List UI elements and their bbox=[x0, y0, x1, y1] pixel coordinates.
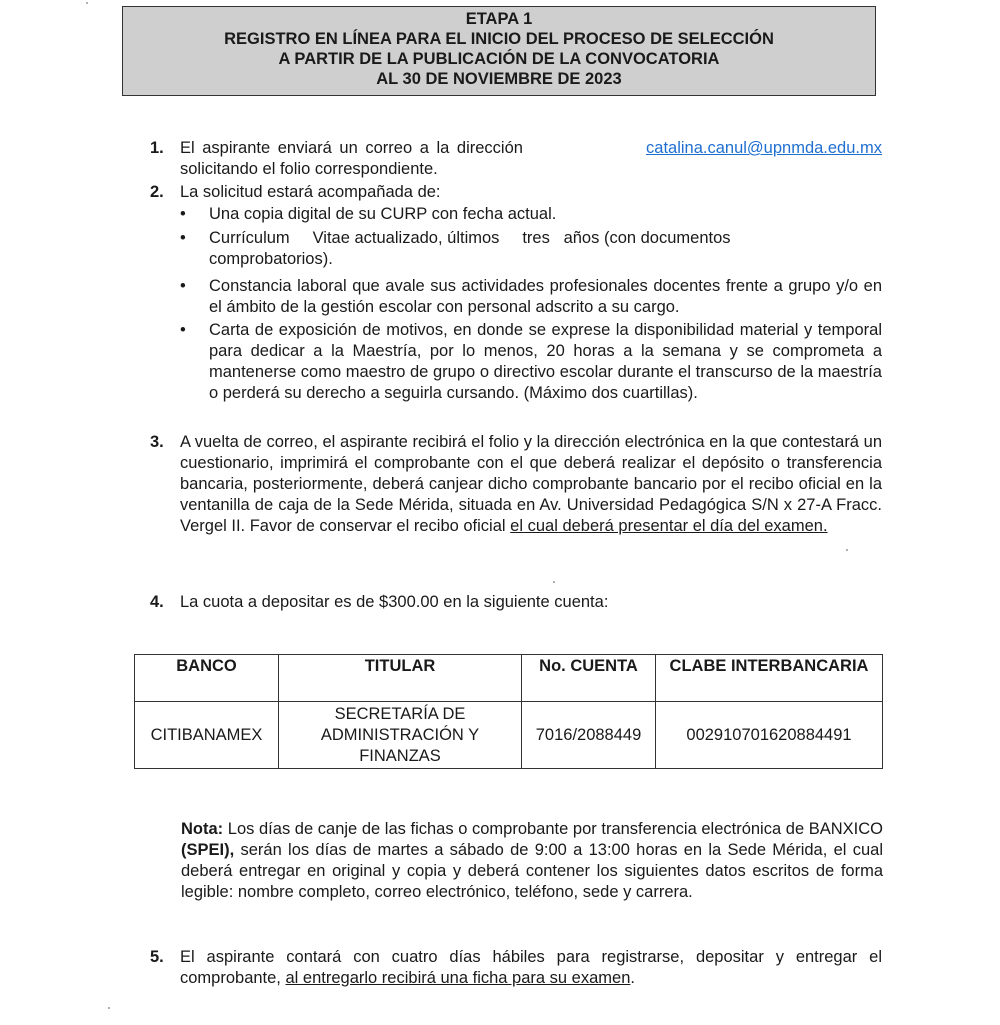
header-date: AL 30 DE NOVIEMBRE DE 2023 bbox=[376, 70, 622, 88]
item-1-text: El aspirante enviará un correo a la dirección bbox=[180, 139, 523, 157]
item-2-text: La solicitud estará acompañada de: bbox=[180, 183, 441, 201]
header-stage: ETAPA 1 bbox=[465, 10, 533, 28]
bullet-icon: • bbox=[180, 277, 186, 295]
bullet-icon: • bbox=[180, 321, 186, 339]
cell-cuenta: 7016/2088449 bbox=[522, 702, 656, 769]
scan-speck bbox=[108, 1007, 110, 1009]
item-5-text: El aspirante contará con cuatro días hábiles para registrarse, depositar y entregar el comprobante, bbox=[180, 948, 882, 987]
table-header-row bbox=[135, 655, 883, 702]
table-row bbox=[135, 702, 883, 769]
bullet-text: Una copia digital de su CURP con fecha actual. bbox=[209, 205, 557, 223]
item-number: 3. bbox=[150, 433, 164, 451]
bank-table bbox=[134, 654, 883, 769]
item-number: 5. bbox=[150, 948, 164, 966]
header-subtitle: A PARTIR DE LA PUBLICACIÓN DE LA CONVOCATORIA bbox=[278, 50, 720, 68]
col-cuenta: No. CUENTA bbox=[522, 655, 656, 702]
item-5-paragraph bbox=[180, 947, 882, 989]
item-3-text: A vuelta de correo, el aspirante recibirá el folio y la dirección electrónica en la que contestará un cuestionario, imprimirá el comprobante con el que deberá realizar el depósito o transferencia bancaria, posteriormente, deberá canjear dicho comprobante bancario por el recibo oficial en la ventanilla de caja de la Sede Mérida, situada en Av. Universidad Pedagógica S/N x 27-A Fracc. Vergel II. Favor de conservar el recibo oficial bbox=[180, 433, 882, 535]
note-text: Los días de canje de las fichas o comprobante por transferencia electrónica de BANXICO bbox=[227, 820, 883, 838]
bullet-icon: • bbox=[180, 205, 186, 223]
scan-speck bbox=[86, 2, 88, 4]
email-link[interactable]: catalina.canul@upnmda.edu.mx bbox=[646, 139, 882, 157]
bullet-text: Carta de exposición de motivos, en donde se exprese la disponibilidad material y temporal para dedicar a la Maestría, por lo menos, 20 horas a la semana y se comprometa a mantenerse como maestro de grupo o directivo escolar durante el transcurso de la maestría o perderá su derecho a seguirla cursando. (Máximo dos cuartillas). bbox=[209, 321, 882, 402]
item-5-underlined: al entregarlo recibirá una ficha para su examen bbox=[285, 969, 631, 987]
scan-speck bbox=[846, 549, 848, 551]
item-1-line1 bbox=[180, 138, 882, 180]
col-banco: BANCO bbox=[135, 655, 279, 702]
cell-clabe: 002910701620884491 bbox=[656, 702, 883, 769]
item-1-text-cont: solicitando el folio correspondiente. bbox=[180, 160, 438, 178]
bullet-text: Constancia laboral que avale sus actividades profesionales docentes frente a grupo y/o en el ámbito de la gestión escolar con personal adscrito a su cargo. bbox=[209, 277, 882, 316]
stage-header bbox=[122, 6, 876, 96]
header-title: REGISTRO EN LÍNEA PARA EL INICIO DEL PROCESO DE SELECCIÓN bbox=[224, 30, 774, 48]
col-clabe: CLABE INTERBANCARIA bbox=[656, 655, 883, 702]
item-3-underlined: el cual deberá presentar el día del examen. bbox=[510, 517, 828, 535]
note-spei: (SPEI), bbox=[181, 841, 235, 859]
item-3-paragraph bbox=[180, 432, 882, 537]
item-number: 4. bbox=[150, 593, 164, 611]
bullet-text: Currículum Vitae actualizado, últimos tres años (con documentos comprobatorios). bbox=[209, 229, 736, 268]
item-number: 1. bbox=[150, 139, 164, 157]
item-4-text: La cuota a depositar es de $300.00 en la siguiente cuenta: bbox=[180, 593, 609, 611]
note-text-cont: serán los días de martes a sábado de 9:00 a 13:00 horas en la Sede Mérida, el cual deberá entregar en original y copia y deberá contener los siguientes datos escritos de forma legible: nombre completo, correo electrónico, teléfono, sede y carrera. bbox=[181, 841, 883, 901]
item-5-end: . bbox=[630, 969, 635, 987]
cell-banco: CITIBANAMEX bbox=[135, 702, 279, 769]
cell-titular: SECRETARÍA DE ADMINISTRACIÓN Y FINANZAS bbox=[279, 702, 522, 769]
note-label: Nota: bbox=[181, 820, 224, 838]
bullet-icon: • bbox=[180, 229, 186, 247]
item-number: 2. bbox=[150, 183, 164, 201]
col-titular: TITULAR bbox=[279, 655, 522, 702]
note-paragraph bbox=[181, 819, 883, 903]
scan-speck bbox=[553, 581, 555, 583]
